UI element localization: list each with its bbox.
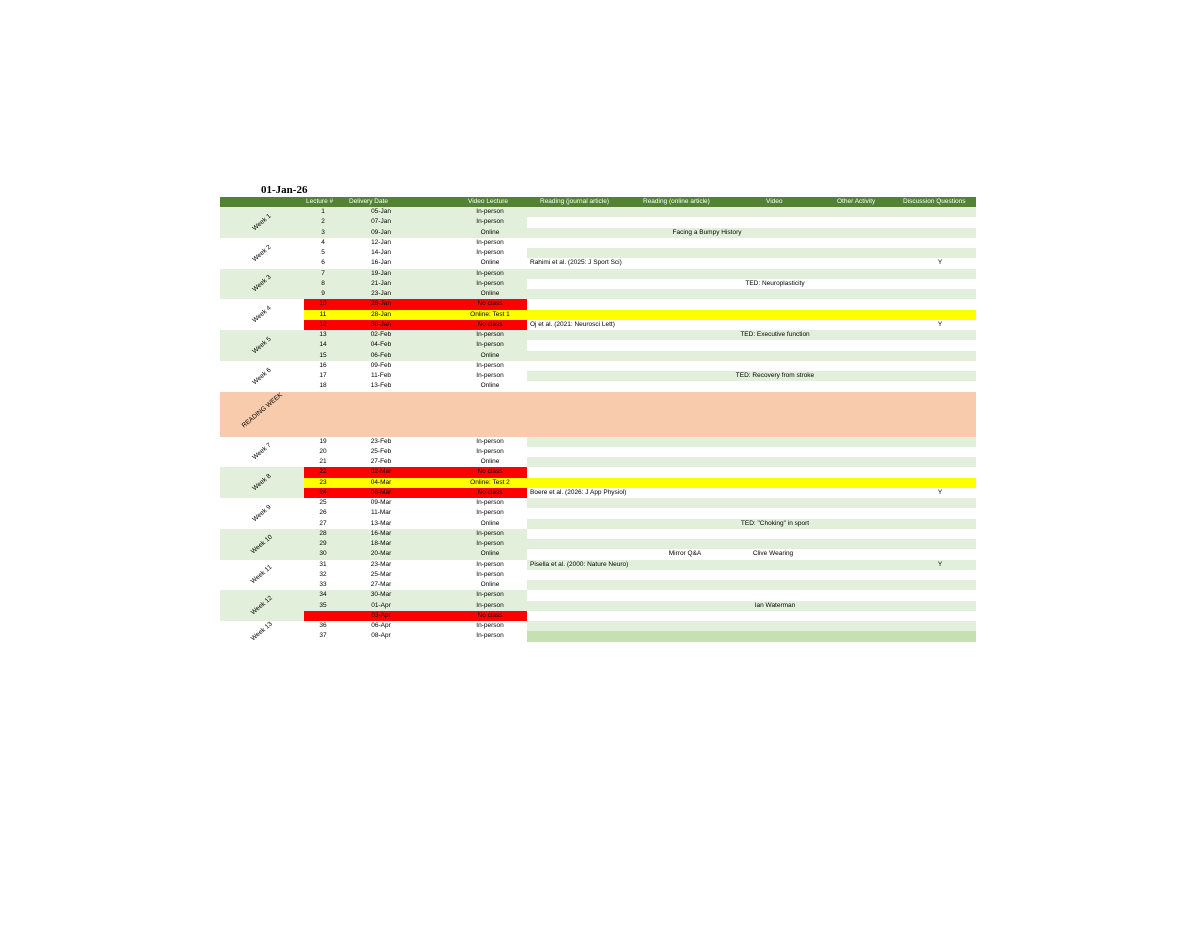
row-fill (527, 611, 976, 621)
week-label-text: Week 8 (251, 472, 273, 493)
week-label (220, 590, 304, 621)
delivery-date: 01-Apr (371, 601, 391, 609)
week-label-text: Week 3 (251, 274, 273, 294)
table-row (220, 519, 976, 529)
table-row (220, 340, 976, 350)
lecture-number: 15 (319, 351, 327, 359)
video-lecture-mode: In-person (476, 529, 504, 537)
delivery-date: 11-Mar (370, 509, 392, 517)
header-reading-journal: Reading (journal article) (540, 198, 610, 205)
week-label-text: Week 1 (251, 212, 273, 233)
table-row (220, 467, 976, 477)
video-lecture-mode: Online (480, 519, 500, 527)
video-lecture-mode: In-person (476, 509, 504, 517)
delivery-date: 25-Feb (370, 447, 392, 455)
lecture-number: 25 (319, 499, 327, 506)
row-fill (527, 351, 976, 361)
video-lecture-mode: In-person (476, 591, 504, 599)
delivery-date: 11-Feb (370, 372, 392, 379)
delivery-date: 06-Apr (371, 622, 391, 629)
video-lecture-mode: Online (480, 581, 500, 588)
table-row (220, 549, 976, 559)
row-fill (527, 580, 976, 590)
reading-week-band (220, 392, 976, 437)
row-fill (527, 508, 976, 518)
delivery-date: 04-Mar (370, 478, 392, 486)
video-lecture-mode: In-person (476, 269, 504, 277)
video-lecture-mode: In-person (476, 601, 504, 609)
header-other-activity: Other Activity (837, 198, 876, 205)
delivery-date: 13-Mar (370, 519, 392, 527)
row-fill (527, 248, 976, 258)
week-label-text: Week 10 (249, 533, 275, 556)
lecture-number: 28 (319, 529, 327, 537)
delivery-date: 23-Mar (370, 560, 392, 568)
week-label-text: Week 12 (249, 594, 275, 617)
lecture-number: 34 (319, 591, 327, 599)
video-lecture-mode: In-person (476, 331, 504, 338)
delivery-date: 16-Jan (371, 259, 391, 267)
table-row (220, 457, 976, 467)
row-fill (527, 478, 976, 488)
row-fill (527, 498, 976, 508)
row-fill (527, 340, 976, 350)
table-row (220, 488, 976, 498)
lecture-number: 32 (319, 570, 327, 578)
week-label (220, 238, 304, 269)
lecture-number: 11 (319, 310, 327, 318)
delivery-date: 02-Mar (370, 468, 392, 476)
lecture-number: 21 (319, 458, 327, 465)
video-lecture-mode: No class (477, 611, 503, 619)
video-lecture-mode: Online (480, 351, 500, 359)
header-delivery-date: Delivery Date (349, 198, 389, 205)
lecture-number: 2 (321, 218, 325, 226)
delivery-date: 19-Jan (371, 269, 391, 277)
delivery-date: 21-Jan (371, 279, 391, 287)
row-fill (527, 539, 976, 549)
header-lecture: Lecture # (306, 198, 334, 205)
table-body (220, 207, 976, 642)
table-row (220, 330, 976, 340)
lecture-number: 35 (319, 601, 327, 609)
lecture-number: 8 (321, 279, 325, 287)
video-lecture-mode: In-person (476, 570, 504, 578)
table-row (220, 498, 976, 508)
lecture-number: 29 (319, 540, 327, 547)
lecture-number: 5 (321, 249, 325, 256)
lecture-number: 30 (319, 550, 327, 558)
schedule-date: 01-Jan-26 (261, 184, 308, 196)
table-row (220, 207, 976, 217)
table-row (220, 631, 976, 641)
delivery-date: 30-Jan (371, 320, 391, 328)
table-row (220, 529, 976, 539)
lecture-number: 26 (319, 509, 327, 517)
row-fill (527, 467, 976, 477)
table-row (220, 580, 976, 590)
row-fill (527, 289, 976, 299)
delivery-date: 27-Mar (370, 581, 392, 588)
row-fill (527, 310, 976, 320)
course-schedule-table (220, 197, 976, 642)
video-lecture-mode: In-person (476, 560, 504, 568)
week-label (220, 299, 304, 330)
delivery-date: 30-Mar (370, 591, 392, 599)
table-row (220, 269, 976, 279)
video-lecture-mode: In-person (476, 218, 504, 226)
video-lecture-mode: In-person (476, 447, 504, 455)
week-label-text: Week 7 (251, 442, 273, 462)
row-fill (527, 299, 976, 309)
video-lecture-mode: In-person (476, 341, 504, 349)
table-row (220, 611, 976, 621)
video-lecture-mode: No class (477, 320, 503, 328)
video-lecture-mode: Online (480, 228, 500, 236)
week-label (220, 621, 304, 642)
row-fill (527, 621, 976, 631)
video-lecture-mode: In-person (476, 622, 504, 629)
delivery-date: 23-Feb (370, 437, 392, 445)
lecture-number: 4 (321, 238, 325, 246)
lecture-number: 14 (319, 341, 327, 349)
delivery-date: 23-Jan (371, 290, 391, 297)
delivery-date: 28-Jan (371, 310, 391, 318)
week-label (220, 361, 304, 392)
table-row (220, 351, 976, 361)
week-label (220, 560, 304, 591)
lecture-number: 6 (321, 259, 325, 267)
journal-reading: Boere et al. (2026: J App Physiol) (530, 488, 627, 496)
delivery-date: 18-Mar (370, 540, 392, 547)
week-label-text: READING WEEK (240, 391, 284, 429)
video-title: TED: Executive function (740, 331, 810, 338)
row-fill (527, 447, 976, 457)
row-fill (527, 207, 976, 217)
lecture-number: 20 (319, 447, 327, 455)
week-label-text: Week 13 (249, 620, 275, 643)
header-video-lecture: Video Lecture (468, 198, 508, 205)
table-row (220, 238, 976, 248)
video-lecture-mode: Online: Test 2 (470, 478, 510, 486)
lecture-number: 12 (319, 320, 327, 328)
week-label (220, 529, 304, 560)
table-row (220, 508, 976, 518)
video-lecture-mode: In-person (476, 499, 504, 506)
delivery-date: 09-Mar (370, 499, 392, 506)
lecture-number: 16 (319, 361, 327, 369)
table-row (220, 601, 976, 611)
table-row (220, 310, 976, 320)
lecture-number: 10 (319, 300, 327, 308)
video-title: TED: "Choking" in sport (740, 519, 810, 527)
header-video: Video (766, 198, 783, 205)
discussion-flag: Y (937, 488, 943, 496)
table-row (220, 320, 976, 330)
row-fill (527, 361, 976, 371)
lecture-number: 24 (319, 488, 327, 496)
table-row (220, 299, 976, 309)
lecture-number: 19 (319, 437, 327, 445)
lecture-number: 13 (319, 331, 327, 338)
table-row (220, 539, 976, 549)
lecture-number: 17 (319, 372, 327, 379)
journal-reading: Pisella et al. (2000: Nature Neuro) (530, 560, 629, 568)
video-lecture-mode: In-person (476, 279, 504, 287)
discussion-flag: Y (937, 560, 943, 568)
journal-reading: Oj et al. (2021: Neurosci Lett) (530, 320, 615, 328)
table-row (220, 289, 976, 299)
row-fill (527, 269, 976, 279)
week-label-text: Week 2 (251, 243, 273, 263)
week-label-text: Week 11 (250, 564, 274, 586)
delivery-date: 14-Jan (371, 249, 391, 256)
week-label-text: Week 9 (251, 503, 273, 524)
delivery-date: 06-Mar (370, 488, 392, 496)
discussion-flag: Y (937, 259, 943, 267)
table-row (220, 258, 976, 268)
delivery-date: 26-Jan (371, 300, 391, 308)
video-lecture-mode: In-person (476, 372, 504, 379)
week-label (220, 437, 304, 468)
table-row (220, 570, 976, 580)
delivery-date: 13-Feb (370, 382, 392, 390)
lecture-number: 7 (321, 269, 325, 277)
lecture-number: 23 (319, 478, 327, 486)
table-row (220, 560, 976, 570)
video-lecture-mode: In-person (476, 249, 504, 256)
delivery-date: 07-Jan (371, 218, 391, 226)
journal-reading: Rahimi et al. (2025: J Sport Sci) (530, 259, 622, 267)
lecture-number: 9 (321, 290, 325, 297)
row-fill (527, 217, 976, 227)
row-fill (527, 437, 976, 447)
delivery-date: 16-Mar (370, 529, 392, 537)
video-lecture-mode: Online (480, 259, 500, 267)
video-lecture-mode: In-person (476, 361, 504, 369)
video-lecture-mode: No class (477, 468, 503, 476)
delivery-date: 04-Feb (370, 341, 392, 349)
delivery-date: 08-Apr (371, 632, 391, 640)
week-label (220, 467, 304, 498)
delivery-date: 25-Mar (370, 570, 392, 578)
online-reading: Facing a Bumpy History (672, 228, 742, 236)
table-row (220, 279, 976, 289)
delivery-date: 02-Feb (370, 331, 392, 338)
video-title: Ian Waterman (754, 601, 796, 609)
video-lecture-mode: Online: Test 1 (470, 310, 510, 318)
header-reading-online: Reading (online article) (643, 198, 710, 205)
video-lecture-mode: In-person (476, 540, 504, 547)
video-title: Clive Wearing (752, 550, 794, 558)
delivery-date: 06-Feb (370, 351, 392, 359)
row-fill (527, 238, 976, 248)
video-lecture-mode: Online (480, 290, 500, 297)
table-row (220, 248, 976, 258)
discussion-flag: Y (937, 320, 943, 328)
video-lecture-mode: In-person (476, 632, 504, 640)
table-header-row (220, 197, 976, 207)
video-lecture-mode: In-person (476, 208, 504, 215)
lecture-number: 27 (319, 519, 327, 527)
table-row (220, 447, 976, 457)
lecture-number: 31 (319, 560, 327, 568)
header-discussion-questions: Discussion Questions (903, 198, 966, 205)
online-reading: Mirror Q&A (668, 550, 702, 558)
video-lecture-mode: Online (480, 550, 500, 558)
video-lecture-mode: No class (477, 300, 503, 308)
table-row (220, 437, 976, 447)
lecture-number: 3 (321, 228, 325, 236)
delivery-date: 09-Feb (370, 361, 392, 369)
video-title: TED: Recovery from stroke (735, 372, 815, 379)
table-row (220, 361, 976, 371)
delivery-date: 09-Jan (371, 228, 391, 236)
row-fill (527, 381, 976, 391)
week-label (220, 498, 304, 529)
delivery-date: 05-Jan (371, 208, 391, 215)
video-lecture-mode: In-person (476, 437, 504, 445)
delivery-date: 12-Jan (371, 238, 391, 246)
lecture-number: 18 (319, 382, 327, 390)
row-fill (527, 570, 976, 580)
week-label-text: Week 6 (251, 366, 273, 386)
table-row (220, 621, 976, 631)
table-row (220, 228, 976, 238)
lecture-number (304, 611, 342, 621)
week-label (220, 330, 304, 361)
lecture-number: 33 (319, 581, 327, 588)
video-lecture-mode: No class (477, 488, 503, 496)
lecture-number: 37 (319, 632, 327, 640)
week-label (220, 207, 304, 238)
week-label-text: Week 5 (251, 335, 273, 356)
table-row (220, 217, 976, 227)
week-label-text: Week 4 (251, 304, 273, 325)
lecture-number: 1 (321, 208, 325, 215)
video-title: TED: Neuroplasticity (745, 279, 805, 287)
delivery-date: 03-Apr (371, 611, 391, 619)
delivery-date: 20-Mar (370, 550, 392, 558)
video-lecture-mode: In-person (476, 238, 504, 246)
table-row (220, 381, 976, 391)
video-lecture-mode: Online (480, 458, 500, 465)
delivery-date: 27-Feb (370, 458, 392, 465)
table-row (220, 590, 976, 600)
row-fill (527, 457, 976, 467)
table-row (220, 478, 976, 488)
week-label (220, 392, 304, 437)
week-label (220, 269, 304, 300)
lecture-number: 22 (319, 468, 327, 476)
row-fill (527, 590, 976, 600)
lecture-number: 36 (319, 622, 327, 629)
row-fill (527, 631, 976, 641)
video-lecture-mode: Online (480, 382, 500, 390)
row-fill (527, 529, 976, 539)
table-row (220, 371, 976, 381)
